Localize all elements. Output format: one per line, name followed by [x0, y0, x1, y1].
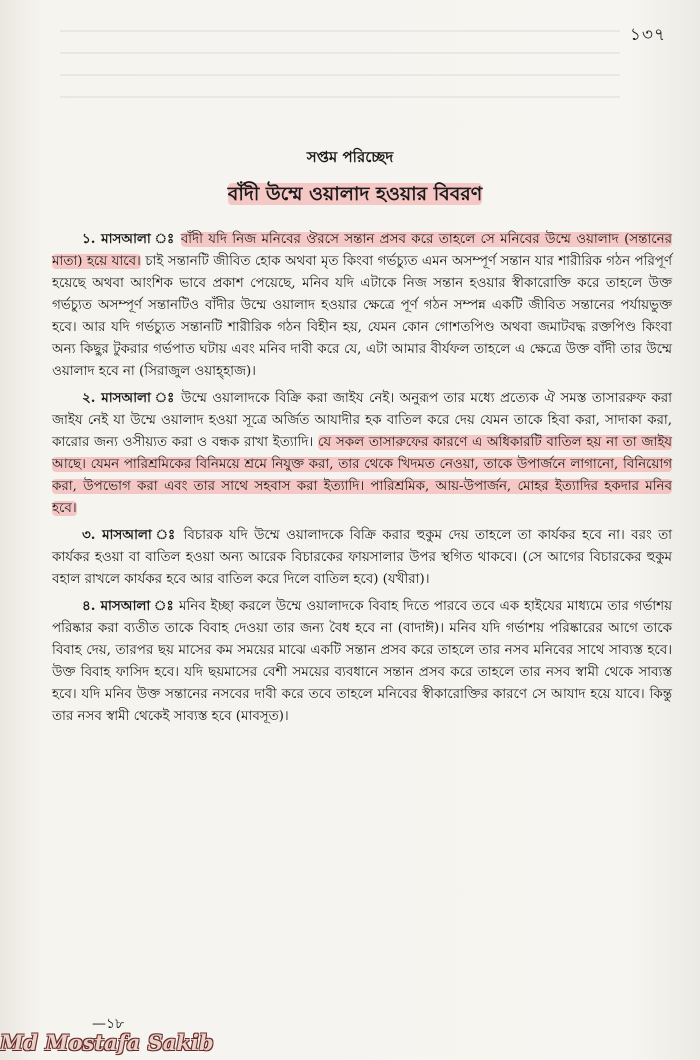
watermark: Md Mostafa Sakib: [0, 1030, 214, 1055]
highlighted-text: বাঁদী যদি নিজ মনিবের ঔরসে সন্তান প্রসব করে তাহলে সে মনিবের উম্মে ওয়ালাদ (সন্তানের মাতা) হয়ে যাবে।: [52, 232, 672, 269]
paragraph-text: চাই সন্তানটি জীবিত হোক অথবা মৃত কিংবা গর্ভচ্যুত এমন অসম্পূর্ণ সন্তান যার শারীরিক গঠন পরিপূর্ণ হয়েছে অথবা আংশিক ভাবে প্রকাশ পেয়েছে, মনিব যদি এটাকে নিজ সন্তান হওয়ার স্বীকারোক্তি করে তাহলে উক্ত গর্ভচ্যুত অসম্পূর্ণ সন্তানটিও বাঁদীর উম্মে ওয়ালাদ হওয়ার ক্ষেত্রে পূর্ণ গঠন সম্পন্ন একটি জীবিত সন্তানের পর্যায়ভুক্ত হবে। আর যদি গর্ভচ্যুত সন্তানটি শারীরিক গঠন বিহীন হয়, যেমন কোন গোশতপিণ্ড অথবা জমাটবদ্ধ রক্তপিণ্ড কিংবা অন্য কিছুর টুকরার গর্ভপাত ঘটায় এবং মনিব দাবী করে যে, এটা আমার বীর্যফল তাহলে এ ক্ষেত্রে উক্ত বাঁদী তার উম্মে ওয়ালাদ হবে না (সিরাজুল ওয়াহ্হাজ)।: [52, 254, 672, 379]
masala-label: ৪. মাসআলা ঃ: [82, 598, 175, 614]
masala-1: [52, 228, 672, 383]
footer-signature: —১৮: [92, 1016, 125, 1032]
masala-label: ২. মাসআলা ঃ: [82, 390, 176, 406]
masala-4: [52, 595, 672, 728]
bleed-through-text: [60, 30, 620, 100]
section-title: [190, 178, 520, 216]
masala-label: ৩. মাসআলা ঃ: [82, 527, 178, 543]
masala-3: [52, 524, 672, 591]
section-title-text: বাঁদী উম্মে ওয়ালাদ হওয়ার বিবরণ: [227, 183, 483, 205]
highlighted-text: যে সকল তাসারুফের কারণে এ অধিকারটি বাতিল হয় না তা জাইয আছে। যেমন পারিশ্রমিকের বিনিময়ে শ্রমে নিযুক্ত করা, তার থেকে খিদমত নেওয়া, তাকে উপার্জনে লাগানো, বিনিয়োগ করা, উপভোগ করা এবং তার সাথে সহবাস করা ইত্যাদি। পারিশ্রমিক, আয়-উপার্জন, মোহর ইত্যাদির হকদার মনিব হবে।: [52, 435, 673, 516]
paragraph-text: উম্মে ওয়ালাদকে বিক্রি করা জাইয নেই। অনুরূপ তার মধ্যে প্রত্যেক ঐ সমস্ত তাসাররুফ করা জাইয নেই যা উম্মে ওয়ালাদ হওয়া সূত্রে অর্জিত আযাদীর হক বাতিল করে দেয় যেমন তাকে হিবা করা, সাদাকা করা, কারোর জন্য ওসীয়্যত করা ও বন্ধক রাখা ইত্যাদি।: [52, 391, 673, 450]
paragraph-text: বিচারক যদি উম্মে ওয়ালাদকে বিক্রি করার হুকুম দেয় তাহলে তা কার্যকর হবে না। বরং তা কার্যকর হওয়া বা বাতিল হওয়া অন্য আরেক বিচারকের ফায়সালার উপর স্থগিত থাকবে। (সে আগের বিচারকের হুকুম বহাল রাখলে কার্যকর হবে আর বাতিল করে দিলে বাতিল হবে) (যখীরা)।: [52, 528, 673, 587]
page-number: ১৩৭: [629, 25, 666, 45]
masala-label: ১. মাসআলা ঃ: [82, 231, 176, 247]
paragraph-text: মনিব ইচ্ছা করলে উম্মে ওয়ালাদকে বিবাহ দিতে পারবে তবে এক হাইযের মাধ্যমে তার গর্ভাশয় পরিষ্কার করা ব্যতীত তাকে বিবাহ দেওয়া তার জন্য বৈধ হবে না (বাদাঈ)। মনিব যদি গর্ভাশয় পরিষ্কারের আগে তাকে বিবাহ দেয়, তারপর ছয় মাসের কম সময়ের মাঝে একটি সন্তান প্রসব করে তাহলে তার নসব মনিবের সাথে সাব্যস্ত হবে। উক্ত বিবাহ ফাসিদ হবে। যদি ছয়মাসের বেশী সময়ের ব্যবধানে সন্তান প্রসব করে তাহলে তার নসব স্বামী থেকে সাব্যস্ত হবে। যদি মনিব উক্ত সন্তানের নসবের দাবী করে তবে তাহলে মনিবের স্বীকারোক্তির কারণে সে আযাদ হয়ে যাবে। কিন্তু তার নসব স্বামী থেকেই সাব্যস্ত হবে (মাবসূত)।: [52, 599, 672, 724]
body-text: [52, 228, 672, 732]
masala-2: [52, 387, 672, 520]
chapter-heading: সপ্তম পরিচ্ছেদ: [306, 148, 394, 166]
